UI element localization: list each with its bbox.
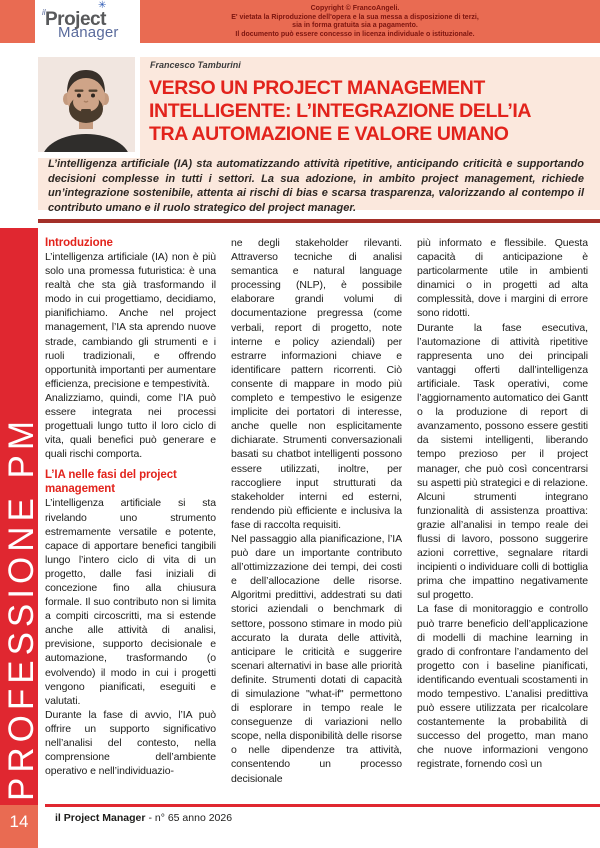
logo-word-manager: Manager — [58, 24, 119, 41]
copyright-notice — [140, 5, 570, 39]
gear-icon: ✳ — [98, 0, 107, 11]
body-paragraph: Durante la fase di avvio, l’IA può offrire un supporto significativo nell’analisi del contesto, nella comprensione dell’ambiente operativo e nell’individuazio- — [45, 708, 216, 778]
body-paragraph: Analizziamo, quindi, come l’IA può essere integrata nei processi progettuali lungo tutto il loro ciclo di vita, quali benefici può generare e quali rischi comporta. — [45, 391, 216, 461]
copyright-line: E' vietata la Riproduzione dell'opera e la sua messa a disposizione di terzi, — [231, 13, 479, 21]
article-column-3 — [417, 236, 588, 802]
logo-prefix: il — [42, 8, 46, 17]
article-column-2 — [231, 236, 402, 802]
copyright-line: sia in forma gratuita sia a pagamento. — [292, 22, 418, 30]
body-paragraph: più informato e flessibile. Questa capacità di anticipazione è particolarmente utile in ambienti dinamici o in progetti ad alta complessità, dove i margini di errore sono ridotti. — [417, 237, 588, 320]
issue-info: - n° 65 anno 2026 — [148, 812, 233, 824]
journal-name: il Project Manager — [55, 812, 146, 824]
article-column-1 — [45, 236, 216, 802]
article-abstract: L’intelligenza artificiale (IA) sta automatizzando attività ripetitive, anticipando criticità e supportando decisioni complesse in tutti i settori. La sua adozione, in ambito project management, richiede un’integrazione sostenibile, attenta ai rischi di bias e scarsa trasparenza, valorizzando al contempo il contributo umano e il ruolo strategico del project manager. — [48, 158, 584, 214]
article-title-line: INTELLIGENTE: L’INTEGRAZIONE DELL’IA — [149, 100, 532, 122]
page-number: 14 — [0, 805, 38, 848]
body-paragraph: ne degli stakeholder rilevanti. Attraverso tecniche di analisi semantica e natural language processing (NLP), è possibile elaborare grandi volumi di documentazione pregressa (come verbali, report di progetto, note interne e policy aziendali) per estrarre informazioni chiave e identificare pattern ricorrenti. Ciò consente di mappare in modo più completo e tempestivo le esigenze implicite dei portatori di interesse, anche quelle non esplicitamente dichiarate. Strumenti conversazionali basati su chatbot intelligenti possono essere utilizzati, inoltre, per raccogliere input strutturati da stakeholder interni ed esterni, rendendo più efficiente e inclusiva la fase di raccolta requisiti. — [231, 237, 402, 531]
body-paragraph: Durante la fase esecutiva, l’automazione di attività ripetitive rappresenta uno dei principali vantaggi offerti dall’intelligenza artificiale. Task operativi, come l’aggiornamento automatico dei Gantt o la produzione di report di avanzamento, possono essere gestiti da sistemi intelligenti, liberando tempo prezioso per il project manager, che può così concentrarsi su aspetti più strategici e di relazione. Alcuni strumenti integrano funzionalità di assistenza proattiva: grazie all’analisi in tempo reale dei flussi di lavoro, possono suggerire azioni correttive, segnalare ritardi incipienti o individuare colli di bottiglia prima che impattino negativamente sul progetto. — [417, 321, 588, 602]
section-divider — [38, 219, 600, 223]
section-heading: Introduzione — [45, 237, 113, 249]
article-body — [45, 236, 588, 802]
article-title-line: VERSO UN PROJECT MANAGEMENT — [149, 77, 485, 99]
footer-journal-info — [55, 812, 232, 824]
copyright-line: Copyright © FrancoAngeli. — [310, 5, 400, 12]
magazine-logo — [35, 0, 140, 52]
logo-word-project: Project — [45, 9, 106, 30]
body-paragraph: L’intelligenza artificiale (IA) non è più solo una promessa futuristica: è una realtà che sta già trasformando il modo in cui progettiamo, decidiamo, pianifichiamo. Anche nel project management, l’IA sta aprendo nuove strade, cambiando gli strumenti e i ruoli tradizionali, e offrendo opportunità importanti per aumentare efficienza, precisione e tempestività. — [45, 251, 216, 390]
copyright-line: Il documento può essere concesso in licenza individuale o istituzionale. — [235, 30, 475, 38]
body-paragraph: La fase di monitoraggio e controllo può trarre beneficio dell’applicazione di modelli di machine learning in grado di confrontare l’andamento del progetto con i baseline pianificati, identificando eventuali scostamenti in modo tempestivo. L’analisi predittiva può essere utilizzata per ricalcolare costantemente la probabilità di successo del progetto, man mano che nuove informazioni vengono registrate, fornendo così un — [417, 603, 588, 771]
article-title-line: TRA AUTOMAZIONE E VALORE UMANO — [149, 123, 509, 145]
author-photo — [38, 57, 140, 158]
author-name: Francesco Tamburini — [150, 60, 241, 70]
article-title — [149, 77, 531, 146]
body-paragraph: Nel passaggio alla pianificazione, l’IA può dare un importante contributo all’ottimizzazione dei tempi, dei costi e dell’allocazione delle risorse. Algoritmi predittivi, addestrati su dati storici aziendali o benchmark di settore, possono stimare in modo più accurato la durata delle attività, anticipare le criticità e suggerire scenari alternativi in base alle priorità definite. Strumenti dotati di capacità di simulazione "what-if" permettono di esplorare in tempo reale le conseguenze di variazioni nello scope, nella disponibilità delle risorse o nelle dipendenze tra attività, consentendo un processo decisionale — [231, 532, 402, 785]
author-portrait-illustration — [38, 57, 135, 152]
section-label-vertical: PROFESSIONE PM — [2, 415, 41, 801]
section-heading: L’IA nelle fasi del project management — [45, 469, 177, 496]
body-paragraph: L’intelligenza artificiale si sta rivelando uno strumento estremamente versatile e potente, capace di apportare benefici tangibili lungo l’intero ciclo di vita di un progetto, dalle fasi iniziali di concezione fino alla chiusura formale. Il suo contributo non si limita a compiti circoscritti, ma si estende anche alle attività di analisi, previsione, supporto decisionale e automazione, trasformando (o evolvendo) il modo in cui i progetti vengono pianificati, eseguiti e valutati. — [45, 497, 216, 707]
footer-divider — [45, 804, 600, 807]
